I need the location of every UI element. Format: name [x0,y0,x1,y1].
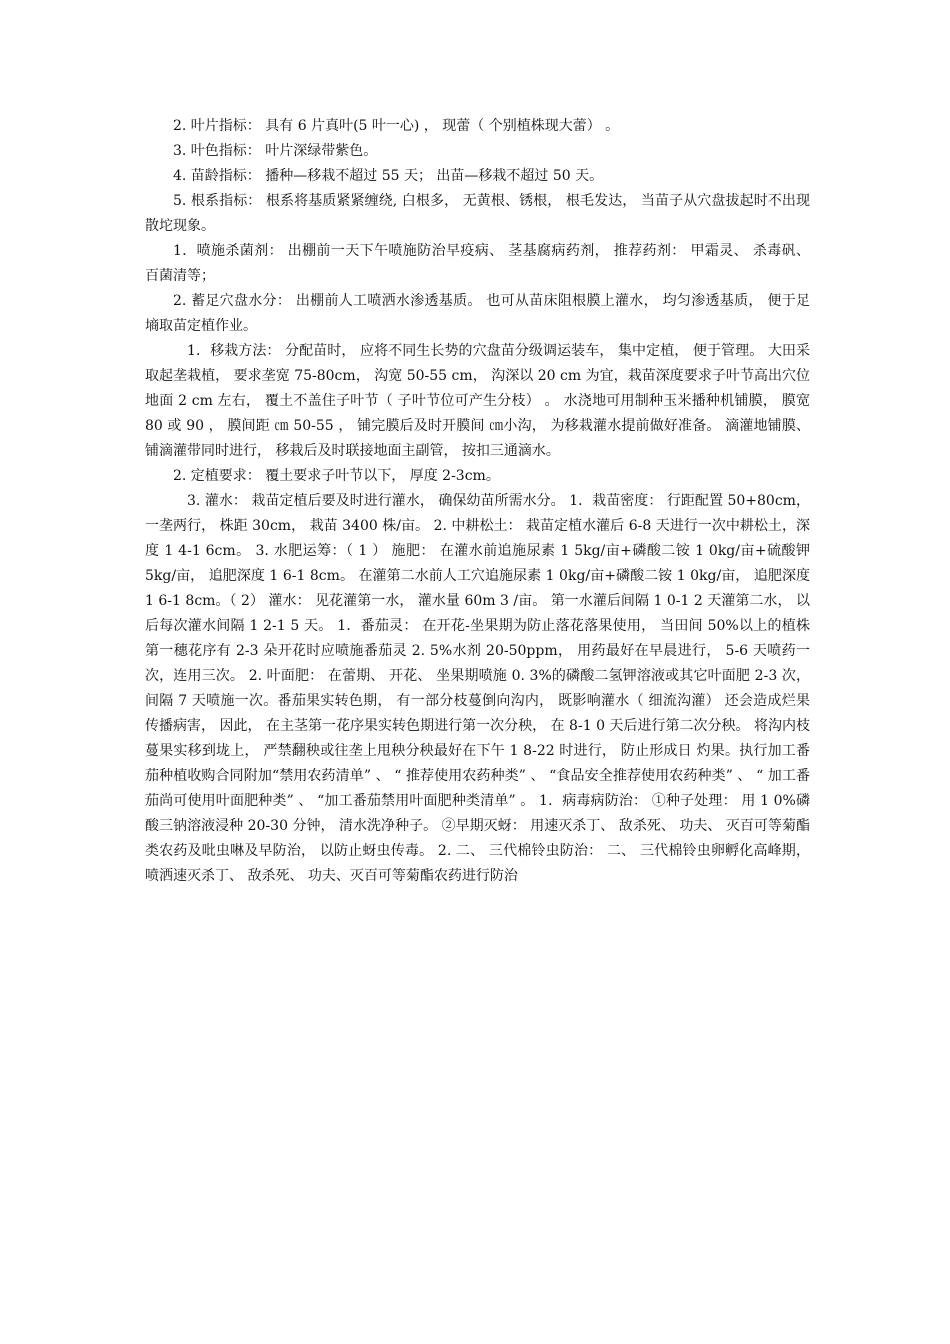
paragraph-root-index: 5. 根系指标： 根系将基质紧紧缠绕, 白根多， 无黄根、锈根， 根毛发达， 当苗子从穴盘拔起时不出现散坨现象。 [145,193,810,234]
paragraph-leaf-color: 3. 叶色指标： 叶片深绿带紫色。 [173,143,378,159]
paragraph-planting-requirement: 2. 定植要求： 覆土要求子叶节以下， 厚度 2-3cm。 [173,468,500,484]
paragraph-fungicide-spray: 1．喷施杀菌剂： 出棚前一天下午喷施防治早疫病、 茎基腐病药剂， 推荐药剂： 甲霜灵、 杀毒矾、 百菌清等； [145,243,810,284]
paragraph-tray-water: 2. 蓄足穴盘水分： 出棚前人工喷洒水渗透基质。 也可从苗床阻根膜上灌水， 均匀渗透基质， 便于足墒取苗定植作业。 [145,293,810,334]
paragraph-seedling-age: 4. 苗龄指标： 播种—移栽不超过 55 天； 出苗—移栽不超过 50 天。 [173,168,604,184]
paragraph-irrigation-management: 3. 灌水： 栽苗定植后要及时进行灌水， 确保幼苗所需水分。 1．栽苗密度： 行距配置 50+80cm， 一垄两行， 株距 30cm， 栽苗 3400 株/亩。 2. 中耕松土： 栽苗定植水灌后 6-8 天进行一次中耕松土，深度 1 4-1 6cm。 3. 水肥运筹：（ 1 ） 施肥： 在灌水前追施尿素 1 5kg/亩+磷酸二铵 1 0kg/亩+硫酸钾 5kg/亩， 追肥深度 1 6-1 8cm。 在灌第二水前人工穴追施尿素 1 0kg/亩+磷酸二铵 1 0kg/亩， 追肥深度 1 6-1 8cm。（ 2） 灌水： 见花灌第一水， 灌水量 60m 3 /亩。 第一水灌后间隔 1 0-1 2 天灌第二水， 以后每次灌水间隔 1 2-1 5 天。 1．番茄灵： 在开花-坐果期为防止落花落果使用， 当田间 50%以上的植株第一穗花序有 2-3 朵开花时应喷施番茄灵 2. 5%水剂 20-50ppm， 用药最好在早晨进行， 5-6 天喷药一次，连用三次。 2. 叶面肥： 在蕾期、 开花、 坐果期喷施 0. 3%的磷酸二氢钾溶液或其它叶面肥 2-3 次， 间隔 7 天喷施一次。番茄果实转色期， 有一部分枝蔓倒向沟内， 既影响灌水（ 细流沟灌） 还会造成烂果传播病害， 因此， 在主茎第一花序果实转色期进行第一次分秧， 在 8-1 0 天后进行第二次分秧。 将沟内枝蔓果实移到垅上， 严禁翻秧或往垄上甩秧分秧最好在下午 1 8-22 时进行， 防止形成日 灼果。执行加工番茄种植收购合同附加“禁用农药清单” 、 “ 推荐使用农药种类” 、 “食品安全推荐使用农药种类” 、 “ 加工番茄尚可使用叶面肥种类” 、 “加工番茄禁用叶面肥种类清单” 。 1．病毒病防治： ①种子处理： 用 1 0%磷酸三钠溶液浸种 20-30 分钟， 清水洗净种子。 ②早期灭蚜： 用速灭杀丁、 敌杀死、 功夫、 灭百可等菊酯类农药及吡虫啉及早防治， 以防止蚜虫传毒。 2. 二、 三代棉铃虫防治： 二、 三代棉铃虫卵孵化高峰期，喷洒速灭杀丁、 敌杀死、 功夫、灭百可等菊酯农药进行防治 [145,493,810,884]
paragraph-leaf-index: 2. 叶片指标： 具有 6 片真叶(5 叶一心) ， 现蕾（ 个别植株现大蕾） 。 [173,118,620,134]
paragraph-transplant-method: 1．移栽方法： 分配苗时， 应将不同生长势的穴盘苗分级调运装车， 集中定植， 便于管理。 大田采取起垄栽植， 要求垄宽 75-80cm， 沟宽 50-55 cm， 沟深以 20 cm 为宜，栽苗深度要求子叶节高出穴位地面 2 cm 左右， 覆土不盖住子叶节（ 子叶节位可产生分枝） 。 水浇地可用制种玉米播种机铺膜， 膜宽 80 或 90 ， 膜间距 ㎝ 50-55 ， 铺完膜后及时开膜间 ㎝小沟， 为移栽灌水提前做好准备。 滴灌地铺膜、 铺滴灌带同时进行， 移栽后及时联接地面主副管， 按扣三通滴水。 [145,343,810,459]
document-body [145,114,810,889]
